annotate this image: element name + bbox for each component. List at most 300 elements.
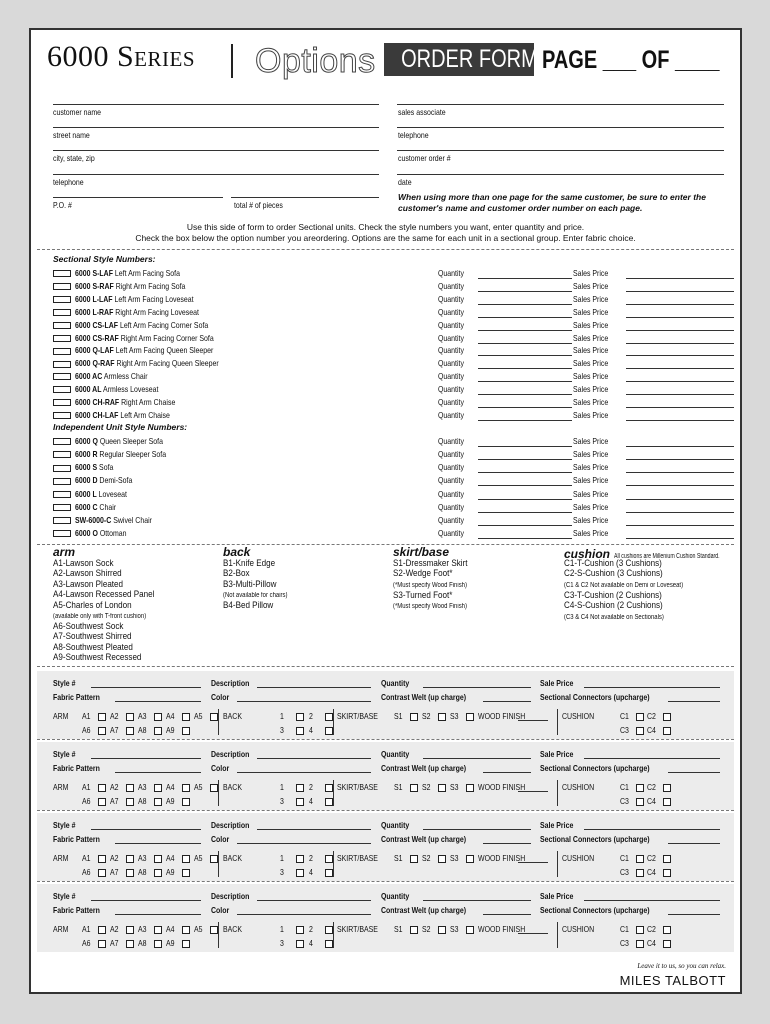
option-checkbox[interactable] xyxy=(182,727,190,735)
option-checkbox[interactable] xyxy=(663,869,671,877)
style-checkbox[interactable] xyxy=(53,373,71,380)
option-checkbox[interactable] xyxy=(438,855,446,863)
description-field[interactable] xyxy=(211,820,258,830)
option-checkbox[interactable] xyxy=(466,784,474,792)
arm-option[interactable] xyxy=(110,853,134,863)
quantity-line xyxy=(478,411,572,421)
option-checkbox[interactable] xyxy=(325,784,333,792)
arm-option[interactable] xyxy=(166,924,190,934)
style-code: 6000 AL xyxy=(75,384,102,395)
cushion-option[interactable] xyxy=(647,867,671,877)
sectional-connectors-field[interactable] xyxy=(540,834,674,844)
style-checkbox[interactable] xyxy=(53,296,71,303)
cushion-option[interactable] xyxy=(620,867,644,877)
back-option[interactable] xyxy=(309,924,333,934)
option-checkbox[interactable] xyxy=(182,855,190,863)
sales-price-field[interactable] xyxy=(573,474,734,486)
back-option[interactable] xyxy=(280,938,304,948)
option-checkbox[interactable] xyxy=(325,926,333,934)
style-code: 6000 AC xyxy=(75,371,103,382)
arm-option[interactable] xyxy=(138,711,162,721)
cushion-option[interactable] xyxy=(647,924,671,934)
arm-option[interactable] xyxy=(138,938,162,948)
option-checkbox[interactable] xyxy=(325,727,333,735)
quantity-field[interactable] xyxy=(438,488,572,500)
arm-option[interactable] xyxy=(166,725,190,735)
arm-option[interactable] xyxy=(166,867,190,877)
option-label: C2 xyxy=(647,782,656,792)
arm-option[interactable] xyxy=(110,711,134,721)
arm-option[interactable] xyxy=(82,782,106,792)
style-checkbox[interactable] xyxy=(53,412,71,419)
quantity-field[interactable] xyxy=(438,448,572,460)
option-checkbox[interactable] xyxy=(325,869,333,877)
back-option[interactable] xyxy=(309,711,333,721)
option-checkbox[interactable] xyxy=(296,798,304,806)
quantity-field[interactable] xyxy=(438,435,572,447)
quantity-line xyxy=(478,463,572,473)
skirt-option[interactable] xyxy=(394,924,418,934)
arm-option[interactable] xyxy=(166,782,190,792)
field-label: Contrast Welt (up charge) xyxy=(381,692,467,702)
option-checkbox[interactable] xyxy=(98,940,106,948)
sales-price-field[interactable] xyxy=(573,527,734,539)
back-option[interactable] xyxy=(309,725,333,735)
option-checkbox[interactable] xyxy=(296,855,304,863)
arm-option[interactable] xyxy=(82,725,106,735)
back-option[interactable] xyxy=(280,796,304,806)
back-option[interactable] xyxy=(280,924,304,934)
wood-finish-field[interactable] xyxy=(478,782,536,792)
arm-option[interactable] xyxy=(110,867,134,877)
option-checkbox[interactable] xyxy=(154,855,162,863)
option-checkbox[interactable] xyxy=(636,855,644,863)
option-checkbox[interactable] xyxy=(438,784,446,792)
sale-price-field[interactable] xyxy=(540,749,581,759)
arm-option[interactable] xyxy=(110,938,134,948)
style-number-field[interactable] xyxy=(53,820,80,830)
po-number-field[interactable]: P.O. # xyxy=(53,200,72,210)
arm-option[interactable] xyxy=(138,867,162,877)
option-checkbox[interactable] xyxy=(663,940,671,948)
style-label xyxy=(75,409,170,421)
option-checkbox[interactable] xyxy=(154,727,162,735)
sale-price-field[interactable] xyxy=(540,891,581,901)
option-checkbox[interactable] xyxy=(210,784,218,792)
option-checkbox[interactable] xyxy=(636,940,644,948)
cushion-option[interactable] xyxy=(620,782,644,792)
option-checkbox[interactable] xyxy=(98,855,106,863)
arm-option[interactable] xyxy=(166,711,190,721)
option-checkbox[interactable] xyxy=(410,855,418,863)
arm-option[interactable] xyxy=(166,938,190,948)
sales-price-field[interactable] xyxy=(573,448,734,460)
option-checkbox[interactable] xyxy=(325,713,333,721)
customer-name-field[interactable]: customer name xyxy=(53,107,102,117)
quantity-field[interactable] xyxy=(438,474,572,486)
option-checkbox[interactable] xyxy=(126,713,134,721)
sectional-connectors-field[interactable] xyxy=(540,763,674,773)
sales-price-field[interactable] xyxy=(573,332,734,344)
wood-finish-field[interactable] xyxy=(478,711,536,721)
style-checkbox[interactable] xyxy=(53,309,71,316)
option-checkbox[interactable] xyxy=(210,855,218,863)
quantity-field[interactable] xyxy=(438,396,572,408)
option-checkbox[interactable] xyxy=(663,855,671,863)
option-checkbox[interactable] xyxy=(154,798,162,806)
sales-associate-field[interactable]: sales associate xyxy=(398,107,446,117)
field-line xyxy=(483,914,531,915)
option-checkbox[interactable] xyxy=(154,713,162,721)
quantity-field[interactable] xyxy=(438,280,572,292)
style-checkbox[interactable] xyxy=(53,361,71,368)
quantity-field[interactable] xyxy=(438,357,572,369)
wood-finish-field[interactable] xyxy=(478,924,536,934)
option-checkbox[interactable] xyxy=(636,926,644,934)
option-checkbox[interactable] xyxy=(182,926,190,934)
option-checkbox[interactable] xyxy=(126,869,134,877)
option-checkbox[interactable] xyxy=(98,798,106,806)
description-field[interactable] xyxy=(211,891,258,901)
option-checkbox[interactable] xyxy=(663,926,671,934)
option-checkbox[interactable] xyxy=(438,713,446,721)
quantity-line xyxy=(478,503,572,513)
arm-option[interactable] xyxy=(110,782,134,792)
quantity-field[interactable] xyxy=(438,267,572,279)
back-option[interactable] xyxy=(280,711,304,721)
option-label: A1 xyxy=(82,782,91,792)
option-checkbox[interactable] xyxy=(636,727,644,735)
style-checkbox[interactable] xyxy=(53,451,71,458)
fabric-pattern-field[interactable] xyxy=(53,692,110,702)
back-option[interactable] xyxy=(280,782,304,792)
skirt-option[interactable] xyxy=(394,782,418,792)
back-option[interactable] xyxy=(280,867,304,877)
multi-page-note: When using more than one page for the same customer, be sure to enter the customer's name and customer order number on each page. xyxy=(398,192,706,213)
description-field[interactable] xyxy=(211,749,258,759)
date-field[interactable]: date xyxy=(398,177,412,187)
contrast-welt-field[interactable] xyxy=(381,905,485,915)
option-label: 4 xyxy=(309,867,313,877)
option-checkbox[interactable] xyxy=(296,727,304,735)
contrast-welt-field[interactable] xyxy=(381,834,485,844)
style-checkbox[interactable] xyxy=(53,386,71,393)
quantity-field[interactable] xyxy=(381,820,415,830)
arm-option[interactable] xyxy=(138,853,162,863)
sales-price-label: Sales Price xyxy=(573,306,609,317)
cushion-option[interactable] xyxy=(620,924,644,934)
back-option[interactable] xyxy=(309,782,333,792)
option-item: S3-Turned Foot* xyxy=(393,589,453,601)
sectional-connectors-field[interactable] xyxy=(540,905,674,915)
quantity-field[interactable] xyxy=(438,383,572,395)
back-option[interactable] xyxy=(280,853,304,863)
cushion-option[interactable] xyxy=(647,853,671,863)
sales-price-field[interactable] xyxy=(573,357,734,369)
option-checkbox[interactable] xyxy=(410,713,418,721)
cushion-option[interactable] xyxy=(620,725,644,735)
sales-price-field[interactable] xyxy=(573,409,734,421)
cushion-option[interactable] xyxy=(647,725,671,735)
color-field[interactable] xyxy=(211,692,233,702)
description-field[interactable] xyxy=(211,678,258,688)
quantity-label: Quantity xyxy=(438,409,464,420)
arm-option[interactable] xyxy=(82,796,106,806)
back-option[interactable] xyxy=(309,796,333,806)
quantity-field[interactable] xyxy=(381,749,415,759)
skirt-option[interactable] xyxy=(422,853,446,863)
sales-price-field[interactable] xyxy=(573,461,734,473)
option-checkbox[interactable] xyxy=(154,926,162,934)
option-label: 1 xyxy=(280,711,284,721)
field-line xyxy=(257,829,371,830)
arm-option[interactable] xyxy=(110,725,134,735)
arm-option[interactable] xyxy=(82,711,106,721)
option-checkbox[interactable] xyxy=(466,713,474,721)
style-checkbox[interactable] xyxy=(53,530,71,537)
option-checkbox[interactable] xyxy=(98,727,106,735)
style-checkbox[interactable] xyxy=(53,270,71,277)
option-checkbox[interactable] xyxy=(325,940,333,948)
option-checkbox[interactable] xyxy=(296,869,304,877)
style-checkbox[interactable] xyxy=(53,283,71,290)
option-checkbox[interactable] xyxy=(663,798,671,806)
color-field[interactable] xyxy=(211,763,233,773)
option-checkbox[interactable] xyxy=(126,940,134,948)
arm-option[interactable] xyxy=(194,924,218,934)
style-checkbox[interactable] xyxy=(53,478,71,485)
style-checkbox[interactable] xyxy=(53,399,71,406)
arm-option[interactable] xyxy=(138,796,162,806)
style-number-field[interactable] xyxy=(53,891,80,901)
style-checkbox[interactable] xyxy=(53,438,71,445)
skirt-option[interactable] xyxy=(422,924,446,934)
style-checkbox[interactable] xyxy=(53,335,71,342)
style-checkbox[interactable] xyxy=(53,504,71,511)
style-label xyxy=(75,527,127,539)
arm-option[interactable] xyxy=(82,853,106,863)
arm-option[interactable] xyxy=(194,711,218,721)
quantity-field[interactable] xyxy=(438,319,572,331)
sale-price-field[interactable] xyxy=(540,678,581,688)
option-checkbox[interactable] xyxy=(182,713,190,721)
skirt-option[interactable] xyxy=(422,782,446,792)
option-checkbox[interactable] xyxy=(466,926,474,934)
wood-finish-field[interactable] xyxy=(478,853,536,863)
arm-option[interactable] xyxy=(110,796,134,806)
style-number-field[interactable] xyxy=(53,749,80,759)
sales-price-field[interactable] xyxy=(573,293,734,305)
sales-price-field[interactable] xyxy=(573,280,734,292)
arm-option[interactable] xyxy=(166,853,190,863)
arm-option[interactable] xyxy=(82,938,106,948)
option-label: 1 xyxy=(280,853,284,863)
cushion-option[interactable] xyxy=(620,938,644,948)
contrast-welt-field[interactable] xyxy=(381,763,485,773)
skirt-option[interactable] xyxy=(450,853,474,863)
field-line xyxy=(584,829,720,830)
quantity-field[interactable] xyxy=(438,332,572,344)
option-checkbox[interactable] xyxy=(98,926,106,934)
quantity-label: Quantity xyxy=(438,501,464,512)
sales-price-field[interactable] xyxy=(573,306,734,318)
fabric-pattern-field[interactable] xyxy=(53,905,110,915)
option-checkbox[interactable] xyxy=(126,798,134,806)
customer-telephone-field[interactable]: telephone xyxy=(53,177,84,187)
back-option[interactable] xyxy=(309,938,333,948)
option-checkbox[interactable] xyxy=(98,784,106,792)
option-checkbox[interactable] xyxy=(182,869,190,877)
arm-option[interactable] xyxy=(138,725,162,735)
option-checkbox[interactable] xyxy=(182,784,190,792)
option-checkbox[interactable] xyxy=(410,784,418,792)
skirt-option[interactable] xyxy=(450,782,474,792)
style-description: Right Arm Facing Corner Sofa xyxy=(120,332,214,343)
fabric-pattern-field[interactable] xyxy=(53,763,110,773)
style-checkbox[interactable] xyxy=(53,322,71,329)
cushion-option[interactable] xyxy=(620,853,644,863)
option-checkbox[interactable] xyxy=(410,926,418,934)
series-title: 6000 Series xyxy=(47,40,196,73)
option-checkbox[interactable] xyxy=(296,713,304,721)
arm-option[interactable] xyxy=(82,924,106,934)
option-checkbox[interactable] xyxy=(325,855,333,863)
arm-option[interactable] xyxy=(166,796,190,806)
option-checkbox[interactable] xyxy=(296,784,304,792)
skirt-option[interactable] xyxy=(450,711,474,721)
sale-price-field[interactable] xyxy=(540,820,581,830)
cushion-option[interactable] xyxy=(647,782,671,792)
back-option[interactable] xyxy=(280,725,304,735)
option-checkbox[interactable] xyxy=(296,940,304,948)
option-checkbox[interactable] xyxy=(438,926,446,934)
style-checkbox[interactable] xyxy=(53,491,71,498)
sales-price-field[interactable] xyxy=(573,396,734,408)
option-checkbox[interactable] xyxy=(325,798,333,806)
associate-telephone-field[interactable]: telephone xyxy=(398,130,429,140)
sales-price-field[interactable] xyxy=(573,267,734,279)
quantity-field[interactable] xyxy=(438,370,572,382)
total-pieces-field[interactable]: total # of pieces xyxy=(234,200,283,210)
quantity-field[interactable] xyxy=(438,461,572,473)
style-checkbox[interactable] xyxy=(53,517,71,524)
option-checkbox[interactable] xyxy=(636,869,644,877)
option-checkbox[interactable] xyxy=(296,926,304,934)
sales-price-field[interactable] xyxy=(573,435,734,447)
option-checkbox[interactable] xyxy=(210,926,218,934)
arm-option[interactable] xyxy=(194,782,218,792)
contrast-welt-field[interactable] xyxy=(381,692,485,702)
city-state-zip-field[interactable]: city, state, zip xyxy=(53,153,95,163)
option-checkbox[interactable] xyxy=(126,926,134,934)
sales-price-label: Sales Price xyxy=(573,514,609,525)
cushion-option[interactable] xyxy=(620,711,644,721)
style-checkbox[interactable] xyxy=(53,465,71,472)
option-checkbox[interactable] xyxy=(466,855,474,863)
sales-price-field[interactable] xyxy=(573,370,734,382)
option-checkbox[interactable] xyxy=(663,713,671,721)
quantity-field[interactable] xyxy=(438,501,572,513)
arm-option[interactable] xyxy=(138,782,162,792)
option-item: A7-Southwest Shirred xyxy=(53,631,132,643)
skirt-option[interactable] xyxy=(394,711,418,721)
dashed-divider xyxy=(37,249,734,250)
field-label: Color xyxy=(211,905,230,915)
style-number-field[interactable] xyxy=(53,678,80,688)
option-checkbox[interactable] xyxy=(182,798,190,806)
style-description: Sofa xyxy=(99,462,114,473)
arm-option[interactable] xyxy=(194,853,218,863)
quantity-field[interactable] xyxy=(438,527,572,539)
quantity-line xyxy=(478,372,572,382)
cushion-option[interactable] xyxy=(647,938,671,948)
sectional-connectors-field[interactable] xyxy=(540,692,674,702)
option-checkbox[interactable] xyxy=(154,784,162,792)
option-checkbox[interactable] xyxy=(126,855,134,863)
skirt-option[interactable] xyxy=(394,853,418,863)
customer-order-field[interactable]: customer order # xyxy=(398,153,451,163)
cushion-option[interactable] xyxy=(647,796,671,806)
option-checkbox[interactable] xyxy=(98,713,106,721)
arm-option[interactable] xyxy=(110,924,134,934)
quantity-field[interactable] xyxy=(438,514,572,526)
arm-option[interactable] xyxy=(82,867,106,877)
skirt-option[interactable] xyxy=(422,711,446,721)
cushion-option[interactable] xyxy=(620,796,644,806)
quantity-field[interactable] xyxy=(438,409,572,421)
option-label: A8 xyxy=(138,796,147,806)
sales-price-field[interactable] xyxy=(573,383,734,395)
style-code: 6000 Q-LAF xyxy=(75,345,114,356)
option-checkbox[interactable] xyxy=(210,713,218,721)
skirt-option[interactable] xyxy=(450,924,474,934)
sales-price-field[interactable] xyxy=(573,514,734,526)
option-checkbox[interactable] xyxy=(126,784,134,792)
street-name-field[interactable]: street name xyxy=(53,130,90,140)
quantity-field[interactable] xyxy=(381,891,415,901)
color-field[interactable] xyxy=(211,834,233,844)
sales-price-field[interactable] xyxy=(573,344,734,356)
field-line xyxy=(237,701,371,702)
option-checkbox[interactable] xyxy=(154,869,162,877)
style-label xyxy=(75,435,163,447)
option-checkbox[interactable] xyxy=(636,784,644,792)
sales-price-field[interactable] xyxy=(573,319,734,331)
option-checkbox[interactable] xyxy=(663,727,671,735)
option-checkbox[interactable] xyxy=(636,798,644,806)
back-option[interactable] xyxy=(309,867,333,877)
quantity-field[interactable] xyxy=(381,678,415,688)
option-checkbox[interactable] xyxy=(636,713,644,721)
fabric-pattern-field[interactable] xyxy=(53,834,110,844)
style-checkbox[interactable] xyxy=(53,348,71,355)
option-checkbox[interactable] xyxy=(663,784,671,792)
cushion-option[interactable] xyxy=(647,711,671,721)
color-field[interactable] xyxy=(211,905,233,915)
option-checkbox[interactable] xyxy=(98,869,106,877)
sales-price-field[interactable] xyxy=(573,488,734,500)
sales-price-field[interactable] xyxy=(573,501,734,513)
quantity-field[interactable] xyxy=(438,344,572,356)
arm-option[interactable] xyxy=(138,924,162,934)
quantity-field[interactable] xyxy=(438,306,572,318)
option-checkbox[interactable] xyxy=(154,940,162,948)
quantity-field[interactable] xyxy=(438,293,572,305)
back-option[interactable] xyxy=(309,853,333,863)
option-checkbox[interactable] xyxy=(182,940,190,948)
option-checkbox[interactable] xyxy=(126,727,134,735)
field-line xyxy=(397,127,724,128)
